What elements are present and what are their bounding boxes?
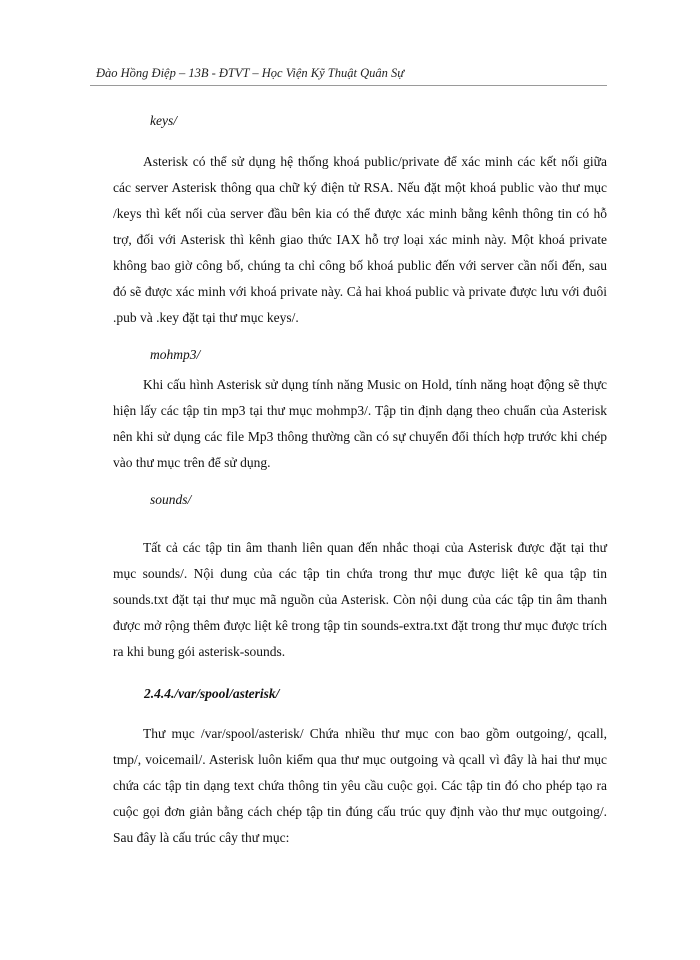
paragraph-keys: Asterisk có thể sử dụng hệ thống khoá public/private để xác minh các kết nối giữa các server Asterisk thông qua chữ ký điện tử RSA. Nếu đặt một khoá public vào thư mục /keys thì kết nối của server đầu bên kia có thể được xác minh bằng kênh thông tin có hỗ trợ, đối với Asterisk thì kênh giao thức IAX hỗ trợ loại xác minh này. Một khoá private không bao giờ công bố, chúng ta chỉ công bố khoá public đến với server cần nối đến, sau đó sẽ được xác minh với khoá private này. Cả hai khoá public và private được lưu với đuôi .pub và .key đặt tại thư mục keys/. <box>113 154 607 325</box>
subheading-keys: keys/ <box>150 113 177 128</box>
page-header: Đào Hồng Điệp – 13B - ĐTVT – Học Viện Kỹ Thuật Quân Sự <box>96 66 405 80</box>
header-divider <box>90 85 607 86</box>
paragraph-mohmp3: Khi cấu hình Asterisk sử dụng tính năng Music on Hold, tính năng hoạt động sẽ thực hiện lấy các tập tin mp3 tại thư mục mohmp3/. Tập tin định dạng theo chuẩn của Asterisk nên khi sử dụng các file Mp3 thông thường cần có sự chuyển đổi thích hợp trước khi chép vào thư mục trên để sử dụng. <box>113 377 607 470</box>
section-heading-var-spool: 2.4.4./var/spool/asterisk/ <box>144 686 280 701</box>
subheading-mohmp3: mohmp3/ <box>150 347 201 362</box>
paragraph-var-spool: Thư mục /var/spool/asterisk/ Chứa nhiều thư mục con bao gồm outgoing/, qcall, tmp/, voicemail/. Asterisk luôn kiểm qua thư mục outgoing và qcall vì đây là hai thư mục chứa các tập tin dạng text chứa thông tin yêu cầu cuộc gọi. Các tập tin đó cho phép tạo ra cuộc gọi đơn giản bằng cách chép tập tin đúng cấu trúc quy định vào thư mục outgoing/. Sau đây là cấu trúc cây thư mục: <box>113 726 607 845</box>
subheading-sounds: sounds/ <box>150 492 192 507</box>
paragraph-sounds: Tất cả các tập tin âm thanh liên quan đến nhắc thoại của Asterisk được đặt tại thư mục sounds/. Nội dung của các tập tin chứa trong thư mục được liệt kê qua tập tin sounds.txt đặt tại thư mục mã nguồn của Asterisk. Còn nội dung của các tập tin âm thanh được mở rộng thêm được liệt kê trong tập tin sounds-extra.txt đặt trong thư mục được trích ra khi bung gói asterisk-sounds. <box>113 540 607 659</box>
